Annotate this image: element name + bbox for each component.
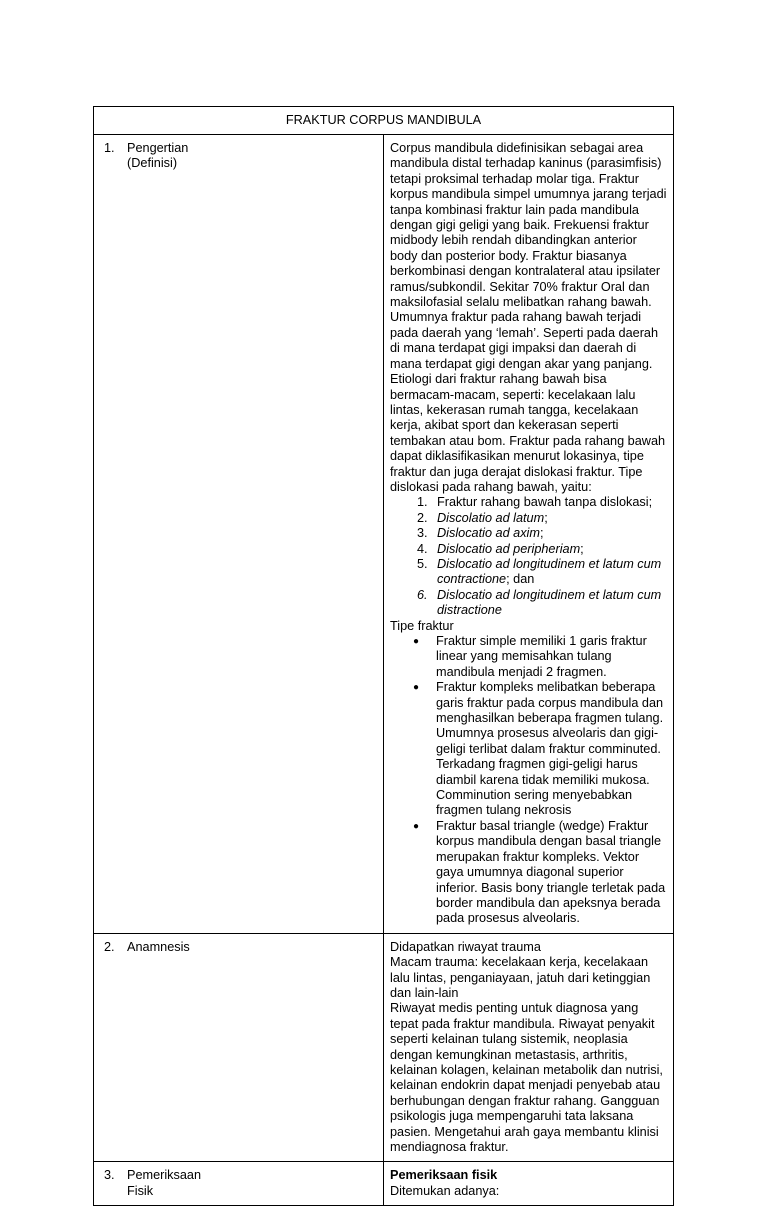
- table-row: [94, 135, 674, 934]
- list-marker: 2.: [417, 510, 428, 525]
- row-content-cell: [384, 933, 674, 1162]
- row-label-cell: [94, 1162, 384, 1206]
- row-number: 3.: [104, 1168, 115, 1183]
- list-item-text: Fraktur simple memiliki 1 garis fraktur linear yang memisahkan tulang mandibula menjadi 2 fragmen.: [436, 634, 647, 679]
- list-item: [390, 526, 667, 541]
- list-item: [390, 680, 667, 819]
- row-content-cell: [384, 135, 674, 934]
- table-title-cell: [94, 107, 674, 135]
- row-label: [127, 1168, 379, 1199]
- list-item-suffix: ;: [539, 526, 544, 541]
- row-label: [127, 141, 379, 172]
- list-item: [390, 557, 667, 588]
- list-marker: 5.: [417, 556, 428, 571]
- fracture-type-list: [390, 634, 667, 927]
- list-item: [390, 495, 667, 510]
- row-label: Anamnesis: [127, 939, 190, 954]
- table-row: [94, 1162, 674, 1206]
- row-label-line: Pemeriksaan: [127, 1168, 202, 1183]
- paragraph: Etiologi dari fraktur rahang bawah bisa bermacam-macam, seperti: kecelakaan lalu lintas, kekerasan rumah tangga, kecelakaan kerja, akibat sport dan kekerasan seperti tembakan atau bom. Fraktur pada rahang bawah dapat diklasifikasikan menurut lokasinya, tipe fraktur dan juga derajat dislokasi fraktur. Tipe dislokasi pada rahang bawah, yaitu:: [390, 372, 666, 494]
- list-item-text: Fraktur kompleks melibatkan beberapa garis fraktur pada corpus mandibula dan menghasilkan beberapa fragmen tulang. Umumnya prosesus alveolaris dan gigi-geligi terlibat dalam fraktur comminuted. Terkadang fragmen gigi-geligi harus diambil karena tidak memiliki mukosa. Comminution sering menyebabkan fragmen tulang nekrosis: [436, 680, 664, 818]
- document-table: [93, 106, 674, 1206]
- list-marker: 1.: [417, 495, 428, 510]
- row-label-line: Pengertian: [127, 141, 189, 155]
- list-item-text: Fraktur rahang bawah tanpa dislokasi;: [437, 495, 653, 510]
- paragraph: Corpus mandibula didefinisikan sebagai area mandibula distal terhadap kaninus (parasimfisis) tetapi proksimal terhadap molar tiga. Fraktur korpus mandibula simpel umumnya jarang terjadi tanpa kombinasi fraktur lain pada mandibula dengan gigi geligi yang baik. Frekuensi fraktur midbody lebih rendah dibandingkan anterior body dan posterior body. Fraktur biasanya berkombinasi dengan kontralateral atau ipsilater ramus/subkondil. Sekitar 70% fraktur Oral dan maksilofasial selalu melibatkan rahang bawah. Umumnya fraktur pada rahang bawah terjadi pada daerah yang ‘lemah’. Seperti pada daerah di mana terdapat gigi impaksi dan daerah di mana terdapat gigi dengan akar yang panjang.: [390, 141, 667, 371]
- list-item: [390, 542, 667, 557]
- section-heading: Pemeriksaan fisik: [390, 1168, 498, 1183]
- row-number: 1.: [104, 141, 115, 155]
- list-item-suffix: ;: [580, 541, 584, 556]
- list-item-text: Dislocatio ad longitudinem et latum cum contractione: [437, 556, 662, 587]
- subheading-tipe-fraktur: Tipe fraktur: [390, 618, 454, 633]
- list-marker: 6.: [417, 587, 428, 602]
- list-item-suffix: ;: [544, 510, 548, 525]
- row-label-line: Fisik: [127, 1183, 154, 1198]
- list-item-text: Dislocatio ad axim: [437, 526, 540, 541]
- list-item-suffix: ; dan: [506, 572, 535, 587]
- paragraph: Riwayat medis penting untuk diagnosa yang tepat pada fraktur mandibula. Riwayat penyakit seperti kelainan tulang sistemik, neoplasia dengan kemungkinan metastasis, arthritis, kelainan kolagen, kelainan metabolik dan nutrisi, kelainan endokrin dapat menjadi penyebab atau berhubungan dengan fraktur rahang. Gangguan psikologis juga mempengaruhi tata laksana pasien. Mengetahui arah gaya membantu klinisi mendiagnosa fraktur.: [390, 1001, 663, 1154]
- list-item-text: Dislocatio ad peripheriam: [437, 541, 581, 556]
- dislocation-list: [390, 495, 667, 618]
- list-marker: 3.: [417, 526, 428, 541]
- row-label-cell: [94, 933, 384, 1162]
- table-row: [94, 933, 674, 1162]
- list-item: [390, 511, 667, 526]
- bullet-icon: ●: [413, 682, 420, 694]
- bullet-icon: ●: [413, 820, 420, 832]
- list-item: [390, 588, 667, 619]
- list-item: [390, 819, 667, 927]
- list-item: [390, 634, 667, 680]
- paragraph: Macam trauma: kecelakaan kerja, kecelakaan lalu lintas, penganiayaan, jatuh dari ketinggian dan lain-lain: [390, 955, 651, 1000]
- title-row: [94, 107, 674, 135]
- document-title: FRAKTUR CORPUS MANDIBULA: [285, 112, 482, 127]
- row-content-cell: [384, 1162, 674, 1206]
- row-label-line: (Definisi): [127, 156, 178, 171]
- row-number: 2.: [104, 939, 115, 954]
- list-marker: 4.: [417, 541, 428, 556]
- row-label-cell: [94, 135, 384, 934]
- bullet-icon: ●: [413, 636, 420, 647]
- paragraph: Didapatkan riwayat trauma: [390, 939, 541, 954]
- list-item-text: Dislocatio ad longitudinem et latum cum distractione: [437, 587, 662, 618]
- paragraph: Ditemukan adanya:: [390, 1183, 500, 1198]
- list-item-text: Fraktur basal triangle (wedge) Fraktur korpus mandibula dengan basal triangle merupakan fraktur kompleks. Vektor gaya umumnya diagonal superior inferior. Basis bony triangle terletak pada border mandibula dan apeksnya berada pada prosesus alveolaris.: [436, 818, 666, 926]
- list-item-text: Discolatio ad latum: [437, 510, 545, 525]
